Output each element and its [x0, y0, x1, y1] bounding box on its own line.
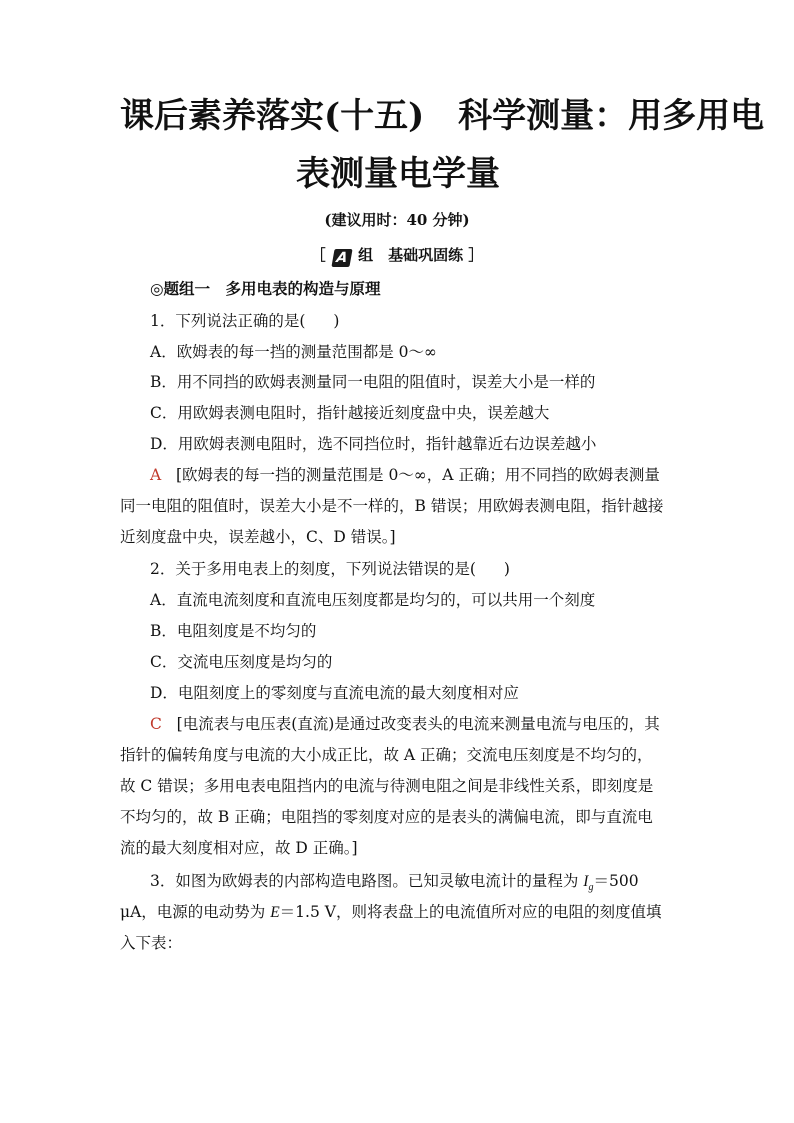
q2-answer: C	[150, 715, 162, 733]
q2-stem	[150, 559, 676, 579]
q1-option-b: B．用不同挡的欧姆表测量同一电阻的阻值时，误差大小是一样的	[150, 373, 596, 391]
q3-line2-rest: ＝1.5 V，则将表盘上的电流值所对应的电阻的刻度值填	[279, 903, 662, 921]
page-title-line1: 课后素养落实(十五) 科学测量：用多用电	[120, 96, 765, 136]
q3-line1	[150, 871, 676, 898]
q1-option-a: A．欧姆表的每一挡的测量范围都是 0～∞	[150, 343, 437, 361]
q3-current-subscript: g	[588, 882, 594, 894]
page-title-line2: 表测量电学量	[296, 154, 500, 194]
q2-stem-text: 2．关于多用电表上的刻度，下列说法错误的是(	[150, 560, 476, 578]
q2-explanation-line2: 指针的偏转角度与电流的大小成正比，故 A 正确；交流电压刻度是不均匀的，	[120, 746, 653, 764]
q3-line1-text: 3．如图为欧姆表的内部构造电路图。已知灵敏电流计的量程为	[150, 872, 584, 890]
q1-explanation-line3: 近刻度盘中央，误差越小，C、D 错误。]	[120, 528, 396, 546]
q2-option-a: A．直流电流刻度和直流电压刻度都是均匀的，可以共用一个刻度	[150, 591, 596, 609]
q2-option-c: C．交流电压刻度是均匀的	[150, 653, 333, 671]
q2-explanation-line3: 故 C 错误；多用电表电阻挡内的电流与待测电阻之间是非线性关系，即刻度是	[120, 777, 654, 795]
q1-stem	[150, 311, 676, 331]
q1-explanation-line1	[150, 465, 676, 485]
q3-line1-value: ＝500	[593, 872, 639, 890]
q2-option-d: D．电阻刻度上的零刻度与直流电流的最大刻度相对应	[150, 684, 519, 702]
group-label: 组 基础巩固练	[358, 246, 464, 264]
q1-option-d: D．用欧姆表测电阻时，选不同挡位时，指针越靠近右边误差越小	[150, 435, 597, 453]
q3-line2	[120, 902, 676, 923]
group-bracket-open: ［	[310, 246, 326, 264]
group-bracket-close: ］	[468, 246, 484, 264]
q2-explanation-line1	[150, 714, 676, 734]
suggested-time: (建议用时：40 分钟)	[324, 211, 470, 229]
q1-option-c: C．用欧姆表测电阻时，指针越接近刻度盘中央，误差越大	[150, 404, 550, 422]
group-heading	[0, 245, 794, 267]
q1-stem-close: )	[333, 312, 340, 330]
q3-emf-symbol: E	[270, 904, 280, 921]
q1-explanation-text: [欧姆表的每一挡的测量范围是 0～∞，A 正确；用不同挡的欧姆表测量	[175, 466, 660, 484]
q3-current-symbol: I	[583, 873, 589, 890]
q2-explanation-line5: 流的最大刻度相对应，故 D 正确。]	[120, 839, 358, 857]
q3-line3: 入下表：	[120, 934, 183, 952]
q2-option-b: B．电阻刻度是不均匀的	[150, 622, 317, 640]
q1-answer: A	[150, 466, 162, 484]
group-a-badge-icon: A	[331, 249, 352, 267]
section-heading: ◎题组一 多用电表的构造与原理	[150, 279, 381, 298]
q1-explanation-line2: 同一电阻的阻值时，误差大小是不一样的，B 错误；用欧姆表测电阻，指针越接	[120, 497, 664, 515]
q2-explanation-text: [电流表与电压表(直流)是通过改变表头的电流来测量电流与电压的，其	[176, 715, 660, 733]
q2-stem-close: )	[503, 560, 510, 578]
q3-line2-text: μA，电源的电动势为	[120, 903, 271, 921]
q1-stem-text: 1．下列说法正确的是(	[150, 312, 306, 330]
q2-explanation-line4: 不均匀的，故 B 正确；电阻挡的零刻度对应的是表头的满偏电流，即与直流电	[120, 808, 653, 826]
